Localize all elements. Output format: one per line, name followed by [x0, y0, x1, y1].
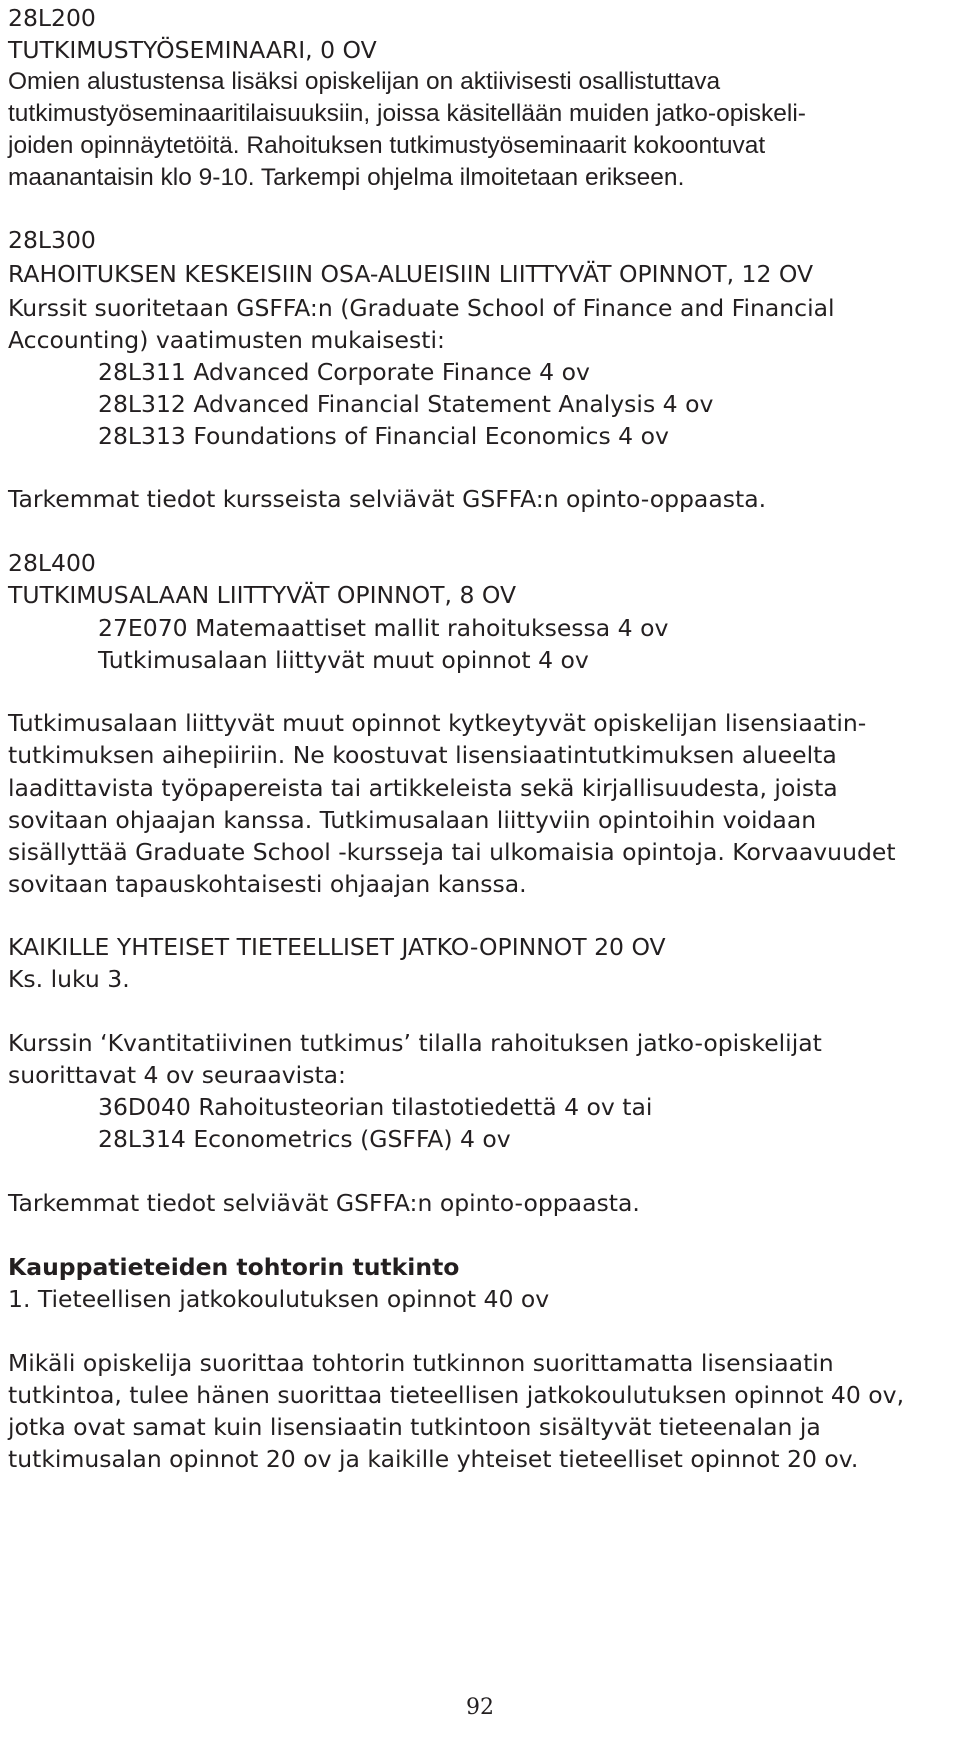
paragraph-line: Kurssit suoritetaan GSFFA:n (Graduate School of Finance and Financial — [8, 294, 835, 322]
reference-line: Ks. luku 3. — [8, 965, 130, 993]
paragraph-line: Tutkimusalaan liittyvät muut opinnot kytkeytyvät opiskelijan lisensiaatin- — [8, 709, 867, 737]
course-item: 36D040 Rahoitusteorian tilastotiedettä 4 ov tai — [98, 1093, 653, 1121]
paragraph-line: Mikäli opiskelija suorittaa tohtorin tutkinnon suorittamatta lisensiaatin — [8, 1349, 834, 1377]
course-item: 28L312 Advanced Financial Statement Analysis 4 ov — [98, 390, 714, 418]
heading: Kauppatieteiden tohtorin tutkinto — [8, 1253, 460, 1281]
course-item: 28L313 Foundations of Financial Economics 4 ov — [98, 422, 669, 450]
paragraph-line: tutkimuksen aihepiiriin. Ne koostuvat lisensiaatintutkimuksen alueelta — [8, 741, 837, 769]
note-line: Tarkemmat tiedot selviävät GSFFA:n opinto-oppaasta. — [8, 1189, 640, 1217]
paragraph-line: sovitaan tapauskohtaisesti ohjaajan kanssa. — [8, 870, 527, 898]
paragraph-line: Accounting) vaatimusten mukaisesti: — [8, 326, 445, 354]
paragraph-line: tutkimustyöseminaaritilaisuuksiin, joissa käsitellään muiden jatko-opiskeli- — [8, 100, 806, 127]
course-item: Tutkimusalaan liittyvät muut opinnot 4 ov — [98, 646, 589, 674]
paragraph-line: jotka ovat samat kuin lisensiaatin tutkintoon sisältyvät tieteenalan ja — [8, 1413, 821, 1441]
subheading: 1. Tieteellisen jatkokoulutuksen opinnot 40 ov — [8, 1285, 550, 1313]
section-title: TUTKIMUSALAAN LIITTYVÄT OPINNOT, 8 OV — [8, 581, 517, 609]
section-code: 28L300 — [8, 226, 96, 254]
paragraph-line: tutkimusalan opinnot 20 ov ja kaikille yhteiset tieteelliset opinnot 20 ov. — [8, 1445, 859, 1473]
paragraph-line: sovitaan ohjaajan kanssa. Tutkimusalaan liittyviin opintoihin voidaan — [8, 806, 817, 834]
course-item: 27E070 Matemaattiset mallit rahoituksessa 4 ov — [98, 614, 669, 642]
section-code: 28L200 — [8, 4, 96, 32]
note-line: Tarkemmat tiedot kursseista selviävät GSFFA:n opinto-oppaasta. — [8, 485, 767, 513]
paragraph-line: suorittavat 4 ov seuraavista: — [8, 1061, 346, 1089]
section-code: 28L400 — [8, 549, 96, 577]
page-number: 92 — [466, 1695, 494, 1720]
paragraph-line: Kurssin ‘Kvantitatiivinen tutkimus’ tilalla rahoituksen jatko-opiskelijat — [8, 1029, 822, 1057]
section-title: KAIKILLE YHTEISET TIETEELLISET JATKO-OPINNOT 20 OV — [8, 933, 666, 961]
course-item: 28L314 Econometrics (GSFFA) 4 ov — [98, 1125, 511, 1153]
section-title: TUTKIMUSTYÖSEMINAARI, 0 OV — [8, 36, 377, 64]
paragraph-line: joiden opinnäytetöitä. Rahoituksen tutkimustyöseminaarit kokoontuvat — [8, 132, 766, 159]
paragraph-line: sisällyttää Graduate School -kursseja tai ulkomaisia opintoja. Korvaavuudet — [8, 838, 896, 866]
paragraph-line: laadittavista työpapereista tai artikkeleista sekä kirjallisuudesta, joista — [8, 774, 838, 802]
paragraph-line: maanantaisin klo 9-10. Tarkempi ohjelma ilmoitetaan erikseen. — [8, 164, 685, 191]
course-item: 28L311 Advanced Corporate Finance 4 ov — [98, 358, 590, 386]
paragraph-line: Omien alustustensa lisäksi opiskelijan on aktiivisesti osallistuttava — [8, 68, 721, 95]
paragraph-line: tutkintoa, tulee hänen suorittaa tieteellisen jatkokoulutuksen opinnot 40 ov, — [8, 1381, 905, 1409]
section-title: RAHOITUKSEN KESKEISIIN OSA-ALUEISIIN LIITTYVÄT OPINNOT, 12 OV — [8, 260, 814, 288]
